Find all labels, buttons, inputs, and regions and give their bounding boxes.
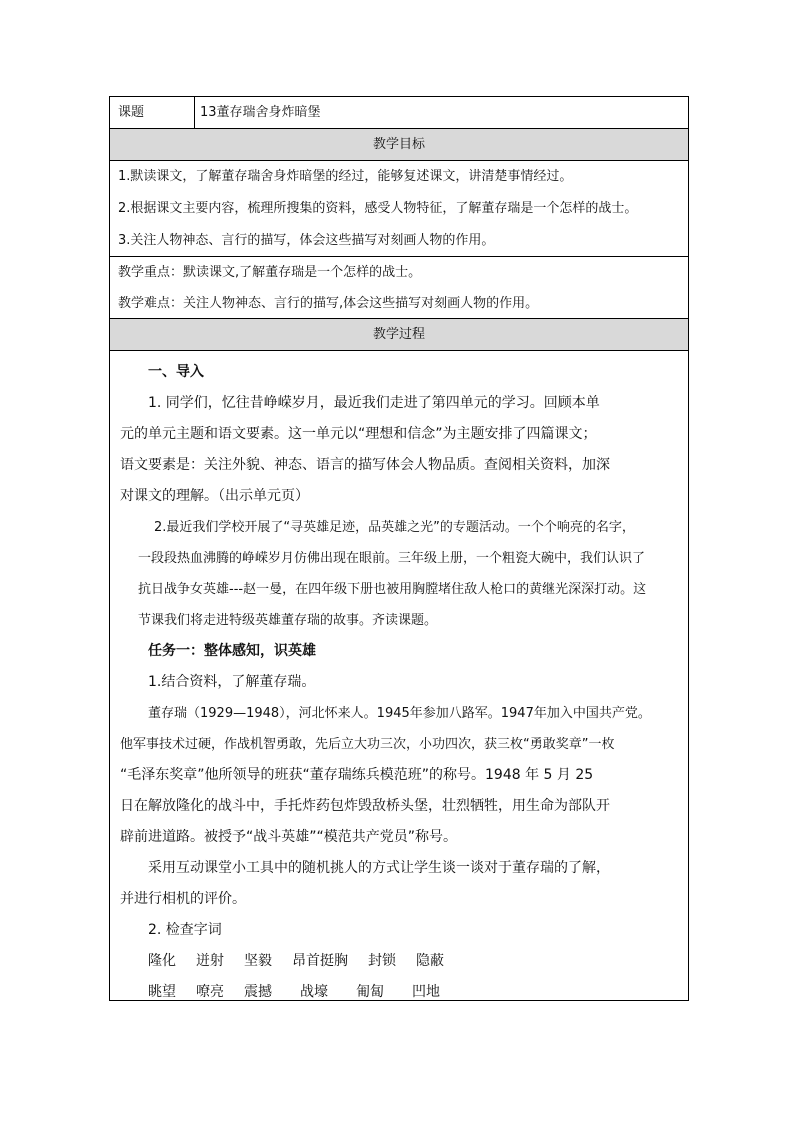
difficult-point: 教学难点：关注人物神态、言行的描写,体会这些描写对刻画人物的作用。: [118, 296, 539, 311]
paragraph-line: 抗日战争女英雄---赵一曼，在四年级下册也被用胸膛堵住敌人枪口的黄继光深深打动。这: [138, 582, 647, 597]
vocab-word: 封锁: [368, 953, 396, 969]
vocab-word: 隆化: [148, 953, 176, 969]
step2-title: 2. 检查字词: [148, 922, 222, 938]
process-heading: 教学过程: [110, 319, 688, 351]
paragraph-line: 对课文的理解。（出示单元页）: [120, 488, 309, 504]
goal-item: 2.根据课文主要内容，梳理所搜集的资料，感受人物特征，了解董存瑞是一个怎样的战士。: [118, 201, 638, 216]
paragraph-line: 节课我们将走进特级英雄董存瑞的故事。齐读课题。: [138, 613, 438, 628]
title-row: [110, 97, 688, 129]
key-point: 教学重点：默读课文,了解董存瑞是一个怎样的战士。: [118, 265, 422, 280]
task1-step1: 1.结合资料，了解董存瑞。: [148, 674, 316, 690]
intro-title: 一、导入: [148, 364, 204, 380]
activity-line: 采用互动课堂小工具中的随机挑人的方式让学生谈一谈对于董存瑞的了解，: [148, 860, 610, 876]
paragraph-line: 语文要素是：关注外貌、神态、语言的描写体会人物品质。查阅相关资料，加深: [120, 457, 610, 473]
vocab-word: 嘹亮: [196, 984, 224, 1000]
goal-item: 3.关注人物神态、言行的描写，体会这些描写对刻画人物的作用。: [118, 233, 495, 248]
vocab-word: 坚毅: [244, 953, 272, 969]
vocab-row-1: [120, 946, 680, 977]
paragraph-line: 元的单元主题和语文要素。这一单元以“理想和信念”为主题安排了四篇课文；: [120, 426, 597, 442]
vocab-word: 眺望: [148, 984, 176, 1000]
bio-line: 他军事技术过硬，作战机智勇敢，先后立大功三次，小功四次，获三枚“勇敢奖章”一枚: [120, 737, 615, 752]
lesson-title: 13董存瑞舍身炸暗堡: [200, 105, 321, 120]
bio-line: 日在解放隆化的战斗中，手托炸药包炸毁敌桥头堡，壮烈牺牲，用生命为部队开: [120, 798, 610, 814]
activity-line: 并进行相机的评价。: [120, 891, 246, 907]
vocab-word: 隐蔽: [416, 953, 444, 969]
vocab-word: 迸射: [196, 953, 224, 969]
task1-title: 任务一：整体感知，识英雄: [148, 643, 316, 659]
paragraph-line: 1. 同学们，忆往昔峥嵘岁月，最近我们走进了第四单元的学习。回顾本单: [148, 395, 600, 411]
vocab-word: 昂首挺胸: [292, 953, 348, 969]
goal-item: 1.默读课文，了解董存瑞舍身炸暗堡的经过，能够复述课文，讲清楚事情经过。: [118, 169, 573, 184]
focus-section: [110, 257, 688, 319]
bio-line: 董存瑞（1929—1948），河北怀来人。1945年参加八路军。1947年加入中国共产党。: [148, 706, 651, 721]
paragraph-line: 一段段热血沸腾的峥嵘岁月仿佛出现在眼前。三年级上册，一个粗瓷大碗中，我们认识了: [138, 551, 646, 566]
vocab-word: 匍匐: [356, 984, 384, 1000]
process-body: [110, 351, 688, 1000]
vocab-word: 凹地: [412, 984, 440, 1000]
vocab-row-2: [120, 977, 680, 1008]
goals-list: [110, 161, 688, 257]
title-label: 课题: [110, 97, 195, 128]
vocab-word: 震撼: [244, 984, 272, 1000]
bio-line: “毛泽东奖章”他所领导的班获“董存瑞练兵模范班”的称号。1948 年 5 月 25: [120, 767, 594, 783]
bio-line: 辟前进道路。被授予“战斗英雄”“模范共产党员”称号。: [120, 829, 458, 845]
goals-heading: 教学目标: [110, 129, 688, 161]
paragraph-line: 2.最近我们学校开展了“寻英雄足迹，品英雄之光”的专题活动。一个个响亮的名字，: [154, 520, 635, 535]
lesson-plan-table: [109, 96, 689, 1001]
vocab-word: 战壕: [300, 984, 328, 1000]
